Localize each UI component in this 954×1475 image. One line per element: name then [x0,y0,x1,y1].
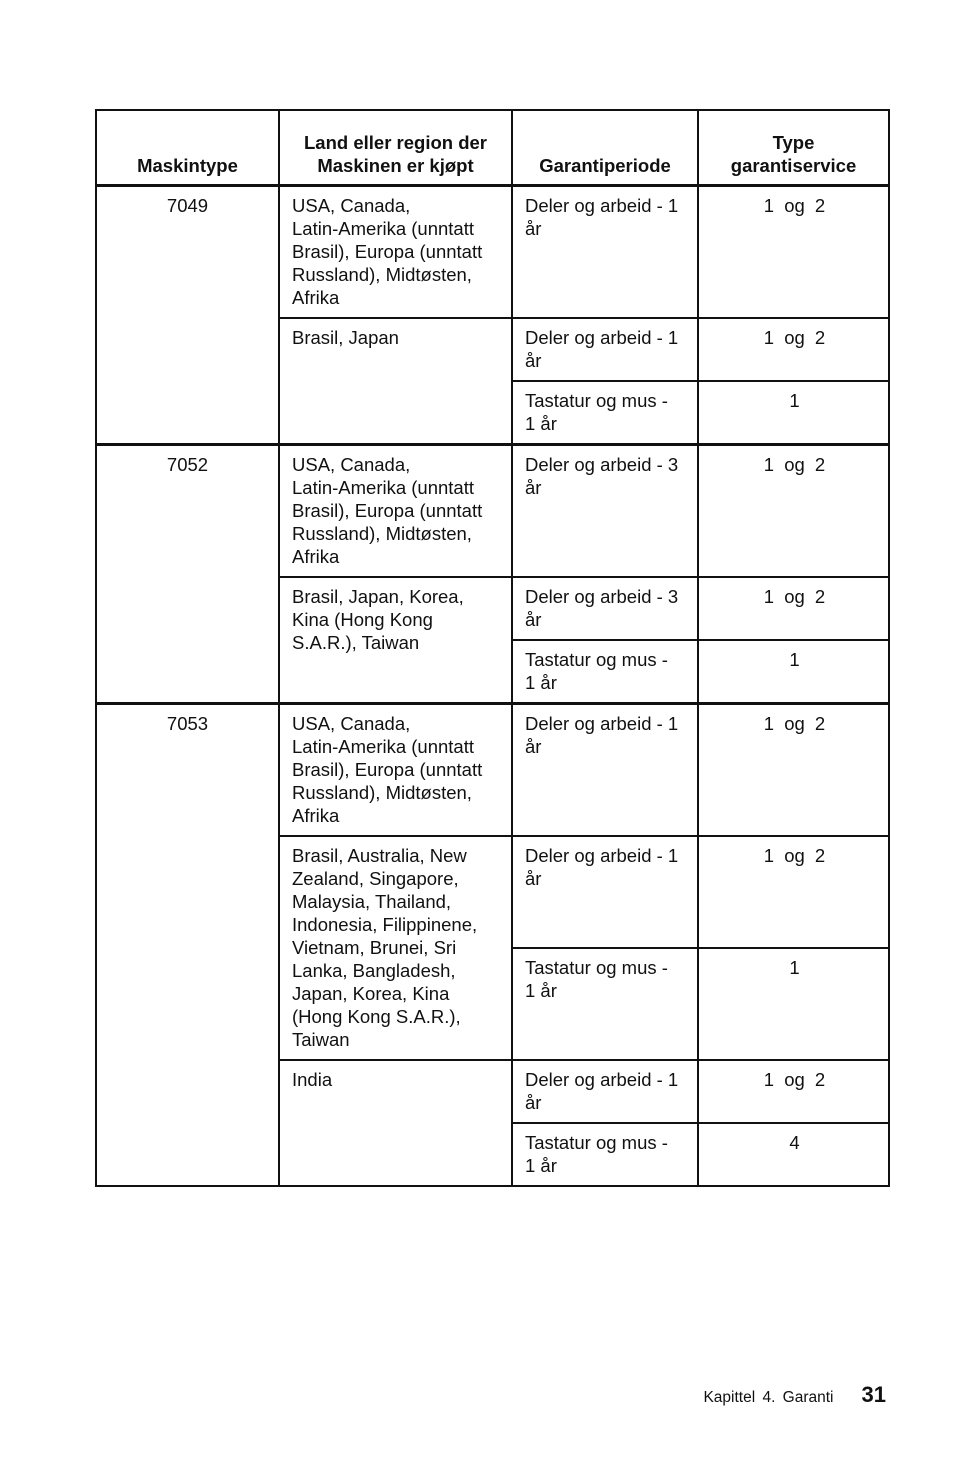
machine-type-cell: 7049 [96,186,279,445]
machine-type-cell: 7052 [96,445,279,704]
warranty-table [95,109,890,1187]
warranty-period-cell: Deler og arbeid - 3 år [512,445,698,578]
header-country-region: Land eller region der Maskinen er kjøpt [279,110,512,186]
service-type-cell: 1 og 2 [698,186,889,319]
warranty-period-cell: Deler og arbeid - 1 år [512,186,698,319]
region-cell: USA, Canada, Latin-Amerika (unntatt Brasil), Europa (unntatt Russland), Midtøsten, Afrika [279,704,512,837]
service-type-cell: 1 og 2 [698,704,889,837]
warranty-period-cell: Deler og arbeid - 1 år [512,1060,698,1123]
service-type-cell: 1 og 2 [698,1060,889,1123]
warranty-period-cell: Deler og arbeid - 3 år [512,577,698,640]
warranty-period-cell: Deler og arbeid - 1 år [512,704,698,837]
warranty-period-cell: Tastatur og mus - 1 år [512,1123,698,1186]
region-cell: USA, Canada, Latin-Amerika (unntatt Brasil), Europa (unntatt Russland), Midtøsten, Afrika [279,445,512,578]
warranty-period-cell: Tastatur og mus - 1 år [512,381,698,445]
table-header-row [96,110,889,186]
service-type-cell: 1 og 2 [698,318,889,381]
warranty-period-cell: Deler og arbeid - 1 år [512,836,698,948]
warranty-period-cell: Tastatur og mus - 1 år [512,948,698,1060]
warranty-period-cell: Tastatur og mus - 1 år [512,640,698,704]
service-type-cell: 1 og 2 [698,445,889,578]
region-cell: Brasil, Japan [279,318,512,445]
table-row [96,445,889,578]
service-type-cell: 1 [698,948,889,1060]
header-service-type: Type garantiservice [698,110,889,186]
page-footer [703,1382,886,1408]
region-cell: USA, Canada, Latin-Amerika (unntatt Brasil), Europa (unntatt Russland), Midtøsten, Afrika [279,186,512,319]
warranty-period-cell: Deler og arbeid - 1 år [512,318,698,381]
machine-type-cell: 7053 [96,704,279,1187]
header-machine-type: Maskintype [96,110,279,186]
chapter-label: Kapittel 4. Garanti [703,1389,834,1406]
table-row [96,186,889,319]
page-number: 31 [861,1382,886,1407]
table-row [96,704,889,837]
service-type-cell: 1 og 2 [698,577,889,640]
table-body [96,186,889,1187]
region-cell: Brasil, Australia, New Zealand, Singapore, Malaysia, Thailand, Indonesia, Filippinene, Vietnam, Brunei, Sri Lanka, Bangladesh, Japan, Korea, Kina (Hong Kong S.A.R.), Taiwan [279,836,512,1060]
region-cell: India [279,1060,512,1186]
region-cell: Brasil, Japan, Korea, Kina (Hong Kong S.A.R.), Taiwan [279,577,512,704]
service-type-cell: 1 og 2 [698,836,889,948]
header-warranty-period: Garantiperiode [512,110,698,186]
service-type-cell: 1 [698,381,889,445]
service-type-cell: 1 [698,640,889,704]
service-type-cell: 4 [698,1123,889,1186]
